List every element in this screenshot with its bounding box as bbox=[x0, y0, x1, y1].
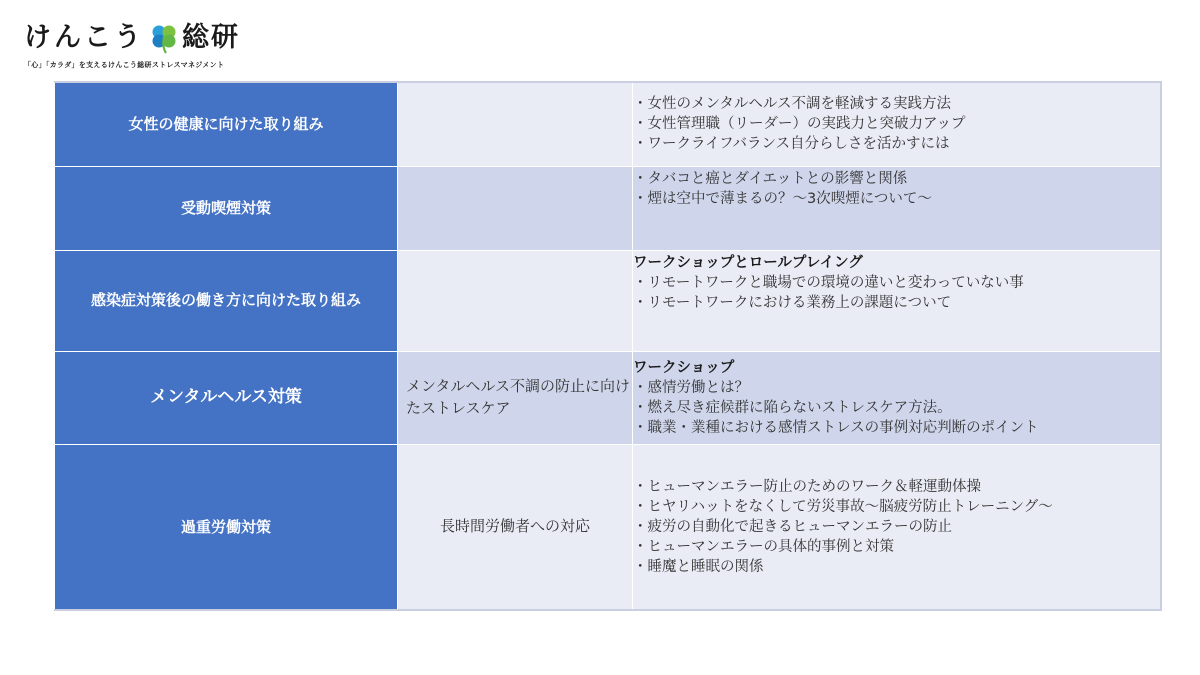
content-item: ・疲労の自動化で起きるヒューマンエラーの防止 bbox=[633, 518, 952, 535]
content-heading: ワークショップとロールプレイング bbox=[633, 254, 863, 271]
category-cell: 女性の健康に向けた取り組み bbox=[55, 82, 398, 166]
table-row bbox=[55, 250, 1161, 351]
category-cell: 過重労働対策 bbox=[55, 444, 398, 610]
logo-kana: けんこう bbox=[24, 22, 144, 53]
content-cell bbox=[633, 166, 1161, 250]
content-item: ・ヒューマンエラーの具体的事例と対策 bbox=[633, 538, 894, 555]
target-cell bbox=[398, 250, 633, 351]
logo-tagline: 「心」「カラダ」を支えるけんこう総研ストレスマネジメント bbox=[24, 61, 225, 69]
target-cell bbox=[398, 166, 633, 250]
logo bbox=[24, 18, 240, 70]
content-item: ・リモートワークにおける業務上の課題について bbox=[633, 294, 952, 311]
table-row bbox=[55, 351, 1161, 444]
content-heading: ワークショップ bbox=[633, 359, 735, 376]
target-cell bbox=[398, 82, 633, 166]
logo-kanji: 総研 bbox=[182, 22, 240, 53]
content-item: ・ヒューマンエラー防止のためのワーク＆軽運動体操 bbox=[633, 478, 981, 495]
category-cell: 感染症対策後の働き方に向けた取り組み bbox=[55, 250, 398, 351]
target-cell: 長時間労働者への対応 bbox=[398, 444, 633, 610]
logo-wordmark bbox=[24, 18, 240, 58]
clover-icon bbox=[147, 21, 181, 55]
program-table bbox=[54, 81, 1162, 611]
content-item: ・女性のメンタルヘルス不調を軽減する実践方法 bbox=[633, 96, 951, 113]
content-item: ・タバコと癌とダイエットとの影響と関係 bbox=[633, 170, 908, 187]
content-item: ・感情労働とは？ bbox=[633, 379, 749, 396]
target-cell: メンタルヘルス不調の防止に向けたストレスケア bbox=[398, 351, 633, 444]
table-row bbox=[55, 82, 1161, 166]
content-item: ・女性管理職（リーダー）の実践力と突破力アップ bbox=[633, 116, 966, 133]
content-item: ・ワークライフバランス自分らしさを活かすには bbox=[633, 136, 950, 153]
content-cell bbox=[633, 444, 1161, 610]
category-cell: 受動喫煙対策 bbox=[55, 166, 398, 250]
content-item: ・職業・業種における感情ストレスの事例対応判断のポイント bbox=[633, 419, 1039, 436]
content-item: ・煙は空中で薄まるの？～3次喫煙について～ bbox=[633, 190, 932, 207]
category-cell: メンタルヘルス対策 bbox=[55, 351, 398, 444]
content-item: ・リモートワークと職場での環境の違いと変わっていない事 bbox=[633, 274, 1024, 291]
content-item: ・燃え尽き症候群に陥らないストレスケア方法。 bbox=[633, 399, 952, 416]
content-cell bbox=[633, 250, 1161, 351]
table-row bbox=[55, 166, 1161, 250]
table-row bbox=[55, 444, 1161, 610]
content-item: ・ヒヤリハットをなくして労災事故～脳疲労防止トレーニング～ bbox=[633, 498, 1053, 515]
content-cell bbox=[633, 351, 1161, 444]
content-cell bbox=[633, 82, 1161, 166]
content-item: ・睡魔と睡眠の関係 bbox=[633, 558, 764, 575]
